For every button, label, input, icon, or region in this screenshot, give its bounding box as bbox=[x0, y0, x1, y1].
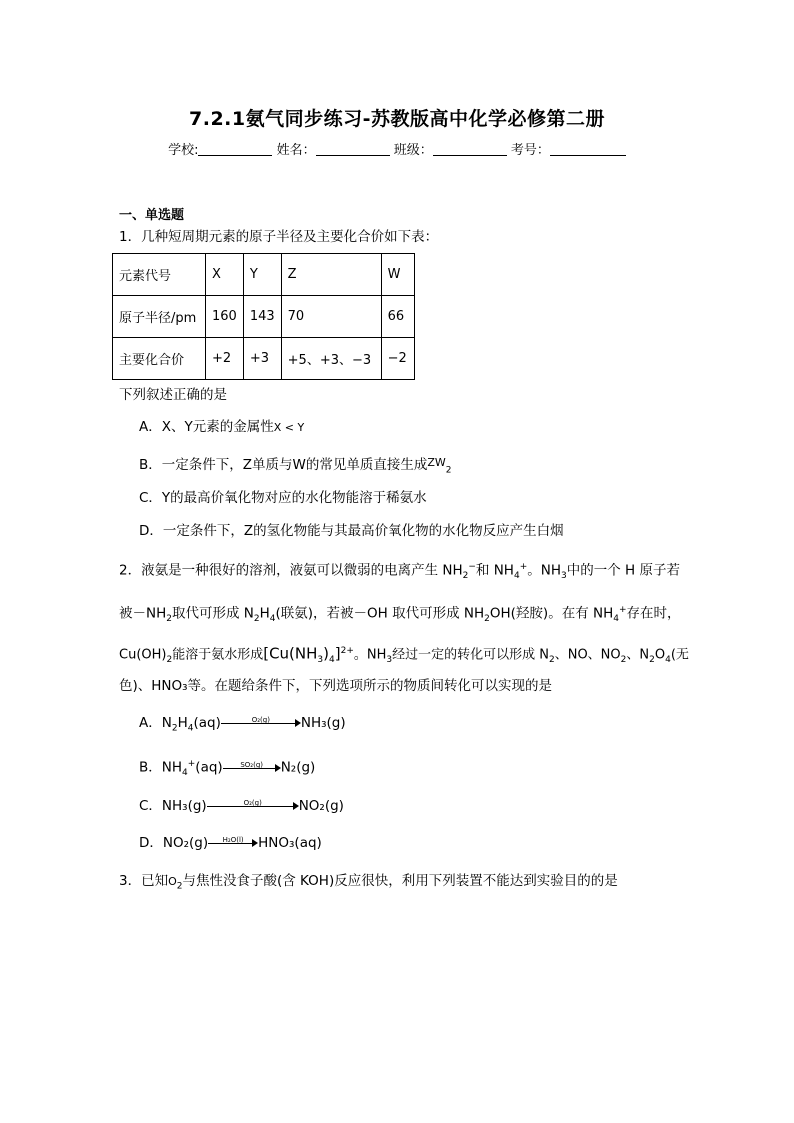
table-cell: +2 bbox=[206, 338, 244, 380]
q2-option-d[interactable] bbox=[139, 834, 322, 852]
text: NO₂(g) bbox=[298, 798, 344, 814]
subscript: 2 bbox=[176, 881, 183, 892]
table-cell: 原子半径/pm bbox=[113, 296, 206, 338]
q2-option-c[interactable] bbox=[139, 797, 344, 815]
text: 存在时， bbox=[626, 605, 681, 622]
section-heading: 一、单选题 bbox=[119, 208, 185, 223]
text: 能溶于氨水形成 bbox=[172, 647, 264, 663]
text: ) bbox=[323, 644, 329, 663]
reaction-condition: SO₂(g) bbox=[240, 760, 264, 769]
text: N₂(g) bbox=[280, 759, 316, 776]
subscript: 4 bbox=[329, 654, 335, 665]
superscript: − bbox=[468, 562, 476, 572]
q1-option-b[interactable] bbox=[139, 454, 452, 480]
text: 取代可形成 N bbox=[171, 605, 254, 622]
table-row bbox=[113, 338, 415, 380]
text: 、NO、NO bbox=[554, 647, 621, 663]
text: 与焦性没食子酸(含 KOH)反应很快，利用下列装置不能达到实验目的的是 bbox=[182, 873, 618, 889]
text: Cu(OH) bbox=[119, 647, 167, 663]
text: 和 NH bbox=[475, 562, 514, 579]
number-blank[interactable] bbox=[550, 142, 626, 156]
class-blank[interactable] bbox=[433, 142, 507, 156]
table-cell: 元素代号 bbox=[113, 254, 206, 296]
text: 被－NH bbox=[119, 605, 167, 622]
subscript: 4 bbox=[269, 614, 276, 625]
table-cell: 70 bbox=[281, 296, 381, 338]
q1-option-d[interactable]: D．一定条件下，Z的氢化物能与其最高价氧化物的水化物反应产生白烟 bbox=[139, 523, 564, 539]
reaction-condition: O₂(g) bbox=[243, 799, 262, 807]
superscript: + bbox=[519, 562, 528, 572]
table-cell: 160 bbox=[206, 296, 244, 338]
text: H bbox=[259, 605, 270, 622]
q2-line-1 bbox=[119, 558, 680, 585]
option-text: A．X、Y元素的金属性 bbox=[139, 419, 274, 435]
text: (联氨)，若被－OH 取代可形成 NH bbox=[275, 605, 485, 622]
reaction-arrow bbox=[221, 715, 301, 729]
text: 经过一定的转化可以形成 N bbox=[392, 647, 549, 663]
table-cell: X bbox=[206, 254, 244, 296]
reaction-condition: O₂(g) bbox=[251, 716, 270, 724]
text: 。NH bbox=[353, 647, 387, 663]
text: 2．液氨是一种很好的溶剂，液氨可以微弱的电离产生 NH bbox=[119, 562, 463, 579]
table-row bbox=[113, 254, 415, 296]
text: D．NO₂(g) bbox=[139, 835, 209, 851]
text: (aq) bbox=[193, 715, 221, 731]
subscript: 3 bbox=[317, 654, 324, 665]
table-cell: −2 bbox=[381, 338, 414, 380]
reaction-arrow bbox=[208, 835, 258, 849]
superscript: + bbox=[618, 605, 627, 615]
name-blank[interactable] bbox=[316, 142, 390, 156]
table-cell: W bbox=[381, 254, 414, 296]
text: O bbox=[654, 647, 666, 663]
superscript: 2+ bbox=[340, 646, 354, 656]
school-blank[interactable] bbox=[198, 142, 272, 156]
subscript: 4 bbox=[187, 723, 194, 734]
q2-line-3 bbox=[119, 642, 689, 669]
subscript: 2 bbox=[462, 571, 469, 582]
student-info bbox=[0, 139, 794, 158]
text: 中的一个 H 原子若 bbox=[566, 562, 680, 579]
subscript: 3 bbox=[561, 571, 567, 582]
table-cell: 主要化合价 bbox=[113, 338, 206, 380]
subscript: 2 bbox=[649, 654, 655, 665]
text: HNO₃(aq) bbox=[258, 835, 322, 851]
text: 。NH bbox=[527, 562, 561, 579]
table-cell: 66 bbox=[381, 296, 414, 338]
subscript: 2 bbox=[171, 723, 178, 734]
reaction-condition: H₂O(l) bbox=[222, 836, 244, 844]
page-title: 7.2.1氨气同步练习-苏教版高中化学必修第二册 bbox=[189, 108, 605, 130]
q1-prompt: 下列叙述正确的是 bbox=[119, 387, 227, 403]
subscript: 2 bbox=[166, 614, 172, 625]
text: OH(羟胺)。在有 NH bbox=[489, 605, 614, 622]
q2-option-b[interactable] bbox=[139, 755, 315, 782]
text: ] bbox=[334, 644, 341, 663]
reaction-arrow bbox=[223, 760, 281, 774]
name-label: 姓名： bbox=[276, 143, 316, 158]
text: 、N bbox=[626, 647, 650, 663]
option-formula: ZW bbox=[427, 456, 446, 469]
subscript: 2 bbox=[166, 654, 173, 665]
table-row bbox=[113, 296, 415, 338]
q2-option-a[interactable] bbox=[139, 714, 346, 738]
option-formula: X < Y bbox=[273, 421, 305, 434]
element-table bbox=[112, 253, 415, 380]
text: (aq) bbox=[195, 759, 223, 776]
subscript: 2 bbox=[253, 614, 260, 625]
subscript: 2 bbox=[445, 465, 452, 476]
table-cell: 143 bbox=[243, 296, 281, 338]
subscript: 4 bbox=[665, 654, 671, 665]
table-cell: Z bbox=[281, 254, 381, 296]
text: 3．已知 bbox=[119, 873, 169, 889]
subscript: 4 bbox=[613, 614, 619, 625]
superscript: + bbox=[187, 759, 196, 769]
subscript: 4 bbox=[513, 571, 520, 582]
table-cell: Y bbox=[243, 254, 281, 296]
subscript: 3 bbox=[386, 654, 393, 665]
q1-stem: 1．几种短周期元素的原子半径及主要化合价如下表： bbox=[119, 229, 439, 245]
text: B．NH bbox=[139, 759, 183, 776]
formula: O bbox=[168, 875, 177, 888]
text: NH₃(g) bbox=[300, 715, 346, 731]
table-cell: +5、+3、−3 bbox=[281, 338, 381, 380]
q2-line-4: 色)、HNO₃等。在题给条件下，下列选项所示的物质间转化可以实现的是 bbox=[119, 678, 553, 694]
subscript: 4 bbox=[182, 768, 188, 779]
text: C．NH₃(g) bbox=[139, 798, 207, 814]
option-text: B．一定条件下，Z单质与W的常见单质直接生成 bbox=[139, 457, 428, 473]
q2-line-2 bbox=[119, 601, 681, 628]
text: (无 bbox=[670, 647, 689, 663]
q1-option-c[interactable]: C．Y的最高价氧化物对应的水化物能溶于稀氨水 bbox=[139, 490, 427, 506]
class-label: 班级： bbox=[393, 143, 433, 158]
complex-formula: [Cu(NH bbox=[263, 644, 318, 663]
subscript: 2 bbox=[484, 614, 490, 625]
text: H bbox=[177, 715, 188, 731]
number-label: 考号： bbox=[510, 143, 550, 158]
reaction-arrow bbox=[207, 798, 299, 812]
text: A．N bbox=[139, 715, 172, 731]
school-label: 学校: bbox=[168, 143, 199, 158]
subscript: 2 bbox=[548, 654, 555, 665]
q1-option-a[interactable] bbox=[139, 418, 304, 437]
table-cell: +3 bbox=[243, 338, 281, 380]
subscript: 2 bbox=[620, 654, 627, 665]
q3-stem bbox=[119, 872, 618, 896]
